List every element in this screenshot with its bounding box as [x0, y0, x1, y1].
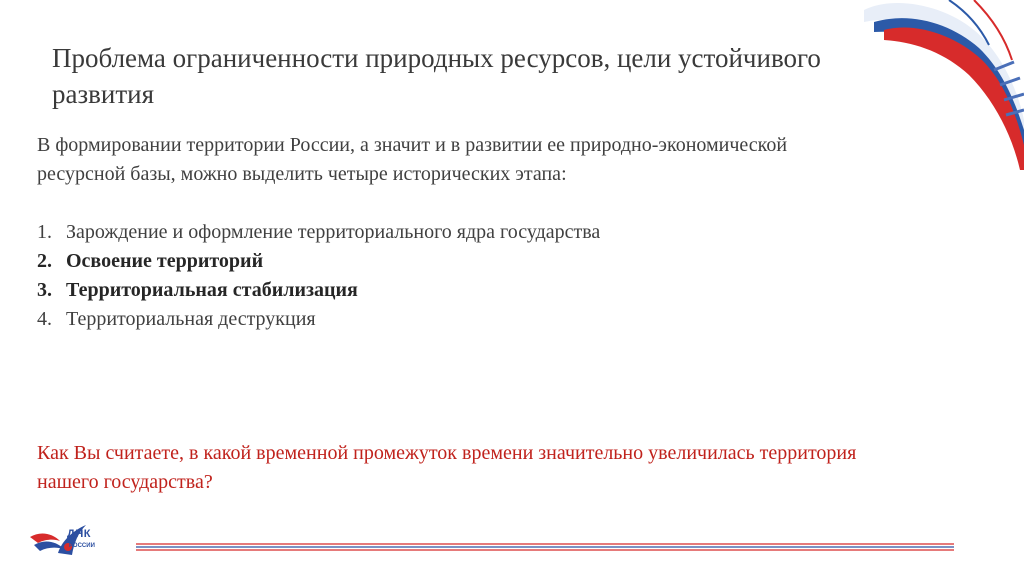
stage-text: Освоение территорий — [66, 250, 264, 272]
stage-number: 3. — [37, 279, 52, 301]
logo-subtitle: РОССИИ — [69, 543, 95, 549]
stage-item-2 — [37, 247, 797, 276]
footer-divider — [136, 543, 954, 551]
flag-ribbon-decoration — [854, 0, 1024, 170]
dnk-logo-icon — [28, 517, 118, 567]
stage-text: Территориальная деструкция — [66, 308, 316, 330]
stages-list — [37, 218, 797, 334]
stage-item-3 — [37, 276, 797, 305]
slide-title: Проблема ограниченности природных ресурсов, цели устойчивого развития — [52, 43, 821, 109]
intro-paragraph: В формировании территории России, а значит и в развитии ее природно-экономической ресурсной базы, можно выделить четыре исторических этапа: — [37, 134, 788, 185]
stage-item-4 — [37, 305, 797, 334]
stage-item-1 — [37, 218, 797, 247]
stage-text: Территориальная стабилизация — [66, 279, 358, 301]
stage-text: Зарождение и оформление территориального ядра государства — [66, 221, 601, 243]
stage-number: 2. — [37, 250, 52, 272]
discussion-question: Как Вы считаете, в какой временной промежуток времени значительно увеличилась территория нашего государства? — [37, 442, 857, 493]
stage-number: 4. — [37, 308, 52, 330]
logo-name: ДНК — [67, 528, 91, 540]
stage-number: 1. — [37, 221, 52, 243]
slide-body — [37, 131, 797, 334]
